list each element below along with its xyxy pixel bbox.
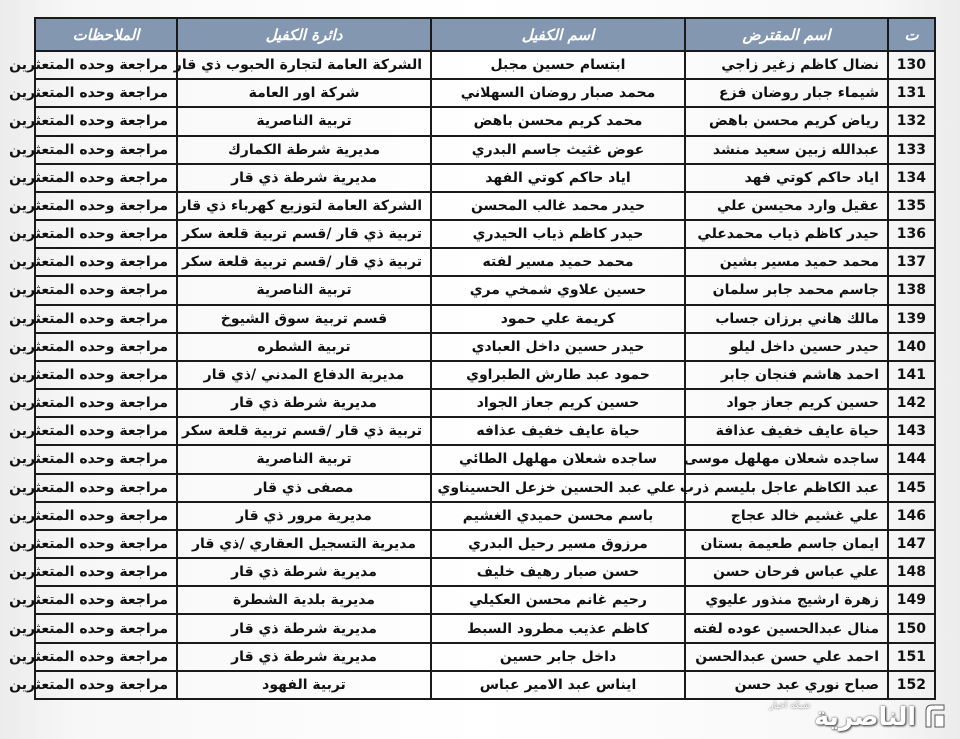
row-notes: مراجعة وحده المتعثرين bbox=[35, 530, 177, 558]
table-row bbox=[35, 220, 935, 248]
row-number: 141 bbox=[888, 361, 935, 389]
row-number: 152 bbox=[888, 671, 935, 699]
guarantor-department: مديرية مرور ذي قار bbox=[177, 502, 431, 530]
table-row bbox=[35, 79, 935, 107]
table-header bbox=[35, 18, 935, 51]
borrower-name: حيدر حسين داخل ليلو bbox=[685, 333, 888, 361]
table-row bbox=[35, 192, 935, 220]
guarantor-name: مرزوق مسير رحيل البدري bbox=[431, 530, 685, 558]
row-number: 139 bbox=[888, 305, 935, 333]
nasiriyah-logo-icon bbox=[920, 701, 950, 731]
guarantor-department: مديرية شرطة ذي قار bbox=[177, 643, 431, 671]
row-notes: مراجعة وحده المتعثرين bbox=[35, 79, 177, 107]
guarantor-department: تربية ذي قار /قسم تربية قلعة سكر bbox=[177, 417, 431, 445]
guarantor-name: حيدر كاظم ذياب الحيدري bbox=[431, 220, 685, 248]
guarantor-name: حسين كريم جعاز الجواد bbox=[431, 389, 685, 417]
row-notes: مراجعة وحده المتعثرين bbox=[35, 361, 177, 389]
table-row bbox=[35, 164, 935, 192]
row-notes: مراجعة وحده المتعثرين bbox=[35, 333, 177, 361]
row-number: 138 bbox=[888, 276, 935, 304]
guarantor-name: حسين علاوي شمخي مري bbox=[431, 276, 685, 304]
loans-table bbox=[9, 17, 936, 700]
guarantor-name: حمود عبد طارش الطبراوي bbox=[431, 361, 685, 389]
borrower-name: احمد هاشم فنجان جابر bbox=[685, 361, 888, 389]
row-number: 134 bbox=[888, 164, 935, 192]
borrower-name: رياض كريم محسن باهض bbox=[685, 107, 888, 135]
borrower-name: عبد الكاظم عاجل بليسم ذرب bbox=[685, 474, 888, 502]
table-row bbox=[35, 586, 935, 614]
guarantor-department: تربية الناصرية bbox=[177, 445, 431, 473]
table-row bbox=[35, 248, 935, 276]
guarantor-name: ايناس عبد الامير عباس bbox=[431, 671, 685, 699]
row-number: 133 bbox=[888, 136, 935, 164]
row-notes: مراجعة وحده المتعثرين bbox=[35, 614, 177, 642]
row-notes: مراجعة وحده المتعثرين bbox=[35, 276, 177, 304]
table-row bbox=[35, 136, 935, 164]
guarantor-department: مديرية شرطة ذي قار bbox=[177, 558, 431, 586]
table-row bbox=[35, 474, 935, 502]
borrower-name: ايمان جاسم طعيمة بستان bbox=[685, 530, 888, 558]
header-borrower-name: اسم المقترض bbox=[685, 18, 888, 51]
borrower-name: احمد علي حسن عبدالحسن bbox=[685, 643, 888, 671]
row-number: 137 bbox=[888, 248, 935, 276]
guarantor-department: مديرية شرطة ذي قار bbox=[177, 164, 431, 192]
row-number: 151 bbox=[888, 643, 935, 671]
borrower-name: صباح نوري عبد حسن bbox=[685, 671, 888, 699]
guarantor-name: حيدر محمد غالب المحسن bbox=[431, 192, 685, 220]
row-number: 144 bbox=[888, 445, 935, 473]
guarantor-department: الشركة العامة لتوزيع كهرباء ذي قار bbox=[177, 192, 431, 220]
guarantor-name: حسن صبار رهيف خليف bbox=[431, 558, 685, 586]
row-notes: مراجعة وحده المتعثرين bbox=[35, 643, 177, 671]
guarantor-name: علي عبد الحسين خزعل الحسيناوي bbox=[431, 474, 685, 502]
guarantor-department: مديرية الدفاع المدني /ذي قار bbox=[177, 361, 431, 389]
watermark-text: الناصرية bbox=[814, 701, 916, 731]
guarantor-name: كريمة علي حمود bbox=[431, 305, 685, 333]
guarantor-name: داخل جابر حسين bbox=[431, 643, 685, 671]
guarantor-department: تربية الفهود bbox=[177, 671, 431, 699]
guarantor-department: مديرية التسجيل العقاري /ذي قار bbox=[177, 530, 431, 558]
row-notes: مراجعة وحده المتعثرين bbox=[35, 445, 177, 473]
borrower-name: علي عباس فرحان حسن bbox=[685, 558, 888, 586]
guarantor-department: تربية الناصرية bbox=[177, 107, 431, 135]
row-number: 149 bbox=[888, 586, 935, 614]
row-number: 132 bbox=[888, 107, 935, 135]
table-row bbox=[35, 502, 935, 530]
guarantor-department: مصفى ذي قار bbox=[177, 474, 431, 502]
row-number: 135 bbox=[888, 192, 935, 220]
table-row bbox=[35, 305, 935, 333]
header-number: ت bbox=[888, 18, 935, 51]
row-number: 143 bbox=[888, 417, 935, 445]
guarantor-department: الشركة العامة لتجارة الحبوب ذي قار bbox=[177, 51, 431, 79]
row-number: 140 bbox=[888, 333, 935, 361]
borrower-name: حسين كريم جعاز جواد bbox=[685, 389, 888, 417]
row-number: 145 bbox=[888, 474, 935, 502]
watermark-subtext: شبكة اخبار bbox=[769, 701, 811, 711]
guarantor-department: قسم تربية سوق الشيوخ bbox=[177, 305, 431, 333]
borrower-name: ساجده شعلان مهلهل موسى bbox=[685, 445, 888, 473]
table-row bbox=[35, 445, 935, 473]
row-notes: مراجعة وحده المتعثرين bbox=[35, 164, 177, 192]
guarantor-name: محمد حميد مسير لفته bbox=[431, 248, 685, 276]
row-notes: مراجعة وحده المتعثرين bbox=[35, 417, 177, 445]
table-row bbox=[35, 558, 935, 586]
row-notes: مراجعة وحده المتعثرين bbox=[35, 502, 177, 530]
borrower-name: محمد حميد مسير بشين bbox=[685, 248, 888, 276]
table-row bbox=[35, 107, 935, 135]
table-body bbox=[9, 51, 935, 699]
row-notes: مراجعة وحده المتعثرين bbox=[35, 558, 177, 586]
borrower-name: عقيل وارد محيسن علي bbox=[685, 192, 888, 220]
row-number: 136 bbox=[888, 220, 935, 248]
row-notes: مراجعة وحده المتعثرين bbox=[35, 671, 177, 699]
guarantor-name: رحيم غانم محسن العكيلي bbox=[431, 586, 685, 614]
table-row bbox=[35, 51, 935, 79]
header-guarantor-department: دائرة الكفيل bbox=[177, 18, 431, 51]
row-notes: مراجعة وحده المتعثرين bbox=[35, 305, 177, 333]
guarantor-name: باسم محسن حميدي الغشيم bbox=[431, 502, 685, 530]
borrower-name: زهرة ارشيج منذور عليوي bbox=[685, 586, 888, 614]
row-notes: مراجعة وحده المتعثرين bbox=[35, 51, 177, 79]
row-notes: مراجعة وحده المتعثرين bbox=[35, 389, 177, 417]
guarantor-name: ابتسام حسين مجبل bbox=[431, 51, 685, 79]
table-row bbox=[35, 671, 935, 699]
table-row bbox=[35, 530, 935, 558]
borrower-name: عبدالله زبين سعيد منشد bbox=[685, 136, 888, 164]
row-number: 150 bbox=[888, 614, 935, 642]
borrower-name: جاسم محمد جابر سلمان bbox=[685, 276, 888, 304]
row-notes: مراجعة وحده المتعثرين bbox=[35, 248, 177, 276]
guarantor-department: مديرية شرطة الكمارك bbox=[177, 136, 431, 164]
header-row bbox=[35, 18, 935, 51]
guarantor-department: مديرية بلدية الشطرة bbox=[177, 586, 431, 614]
borrower-name: شيماء جبار روضان فزع bbox=[685, 79, 888, 107]
row-notes: مراجعة وحده المتعثرين bbox=[35, 192, 177, 220]
row-number: 131 bbox=[888, 79, 935, 107]
row-number: 147 bbox=[888, 530, 935, 558]
row-notes: مراجعة وحده المتعثرين bbox=[35, 220, 177, 248]
guarantor-department: تربية ذي قار /قسم تربية قلعة سكر bbox=[177, 220, 431, 248]
row-notes: مراجعة وحده المتعثرين bbox=[35, 136, 177, 164]
table-row bbox=[35, 417, 935, 445]
guarantor-name: حيدر حسين داخل العبادي bbox=[431, 333, 685, 361]
guarantor-name: عوض غثيث جاسم البدري bbox=[431, 136, 685, 164]
guarantor-name: محمد صبار روضان السهلاني bbox=[431, 79, 685, 107]
row-number: 148 bbox=[888, 558, 935, 586]
header-notes: الملاحظات bbox=[35, 18, 177, 51]
table-row bbox=[35, 389, 935, 417]
table-row bbox=[35, 614, 935, 642]
borrower-name: منال عبدالحسين عوده لفته bbox=[685, 614, 888, 642]
guarantor-department: تربية الناصرية bbox=[177, 276, 431, 304]
guarantor-name: حياة عايف خفيف عذافه bbox=[431, 417, 685, 445]
row-number: 146 bbox=[888, 502, 935, 530]
row-notes: مراجعة وحده المتعثرين bbox=[35, 474, 177, 502]
borrower-name: نضال كاظم زغير زاجي bbox=[685, 51, 888, 79]
header-guarantor-name: اسم الكفيل bbox=[431, 18, 685, 51]
guarantor-department: شركة اور العامة bbox=[177, 79, 431, 107]
borrower-name: حيدر كاظم ذياب محمدعلي bbox=[685, 220, 888, 248]
row-notes: مراجعة وحده المتعثرين bbox=[35, 586, 177, 614]
guarantor-name: اياد حاكم كوتي الفهد bbox=[431, 164, 685, 192]
table-row bbox=[35, 361, 935, 389]
guarantor-name: ساجده شعلان مهلهل الطائي bbox=[431, 445, 685, 473]
table-row bbox=[35, 643, 935, 671]
guarantor-department: مديرية شرطة ذي قار bbox=[177, 389, 431, 417]
borrower-name: اياد حاكم كوتي فهد bbox=[685, 164, 888, 192]
table-row bbox=[35, 276, 935, 304]
guarantor-department: تربية ذي قار /قسم تربية قلعة سكر bbox=[177, 248, 431, 276]
table-row bbox=[35, 333, 935, 361]
borrower-name: حياة عايف خفيف عذافة bbox=[685, 417, 888, 445]
borrower-name: علي غشيم خالد عجاج bbox=[685, 502, 888, 530]
row-notes: مراجعة وحده المتعثرين bbox=[35, 107, 177, 135]
borrower-name: مالك هاني برزان جساب bbox=[685, 305, 888, 333]
guarantor-name: كاظم عذيب مطرود السبط bbox=[431, 614, 685, 642]
guarantor-department: مديرية شرطة ذي قار bbox=[177, 614, 431, 642]
guarantor-name: محمد كريم محسن باهض bbox=[431, 107, 685, 135]
guarantor-department: تربية الشطره bbox=[177, 333, 431, 361]
watermark bbox=[769, 701, 950, 731]
row-number: 142 bbox=[888, 389, 935, 417]
row-number: 130 bbox=[888, 51, 935, 79]
